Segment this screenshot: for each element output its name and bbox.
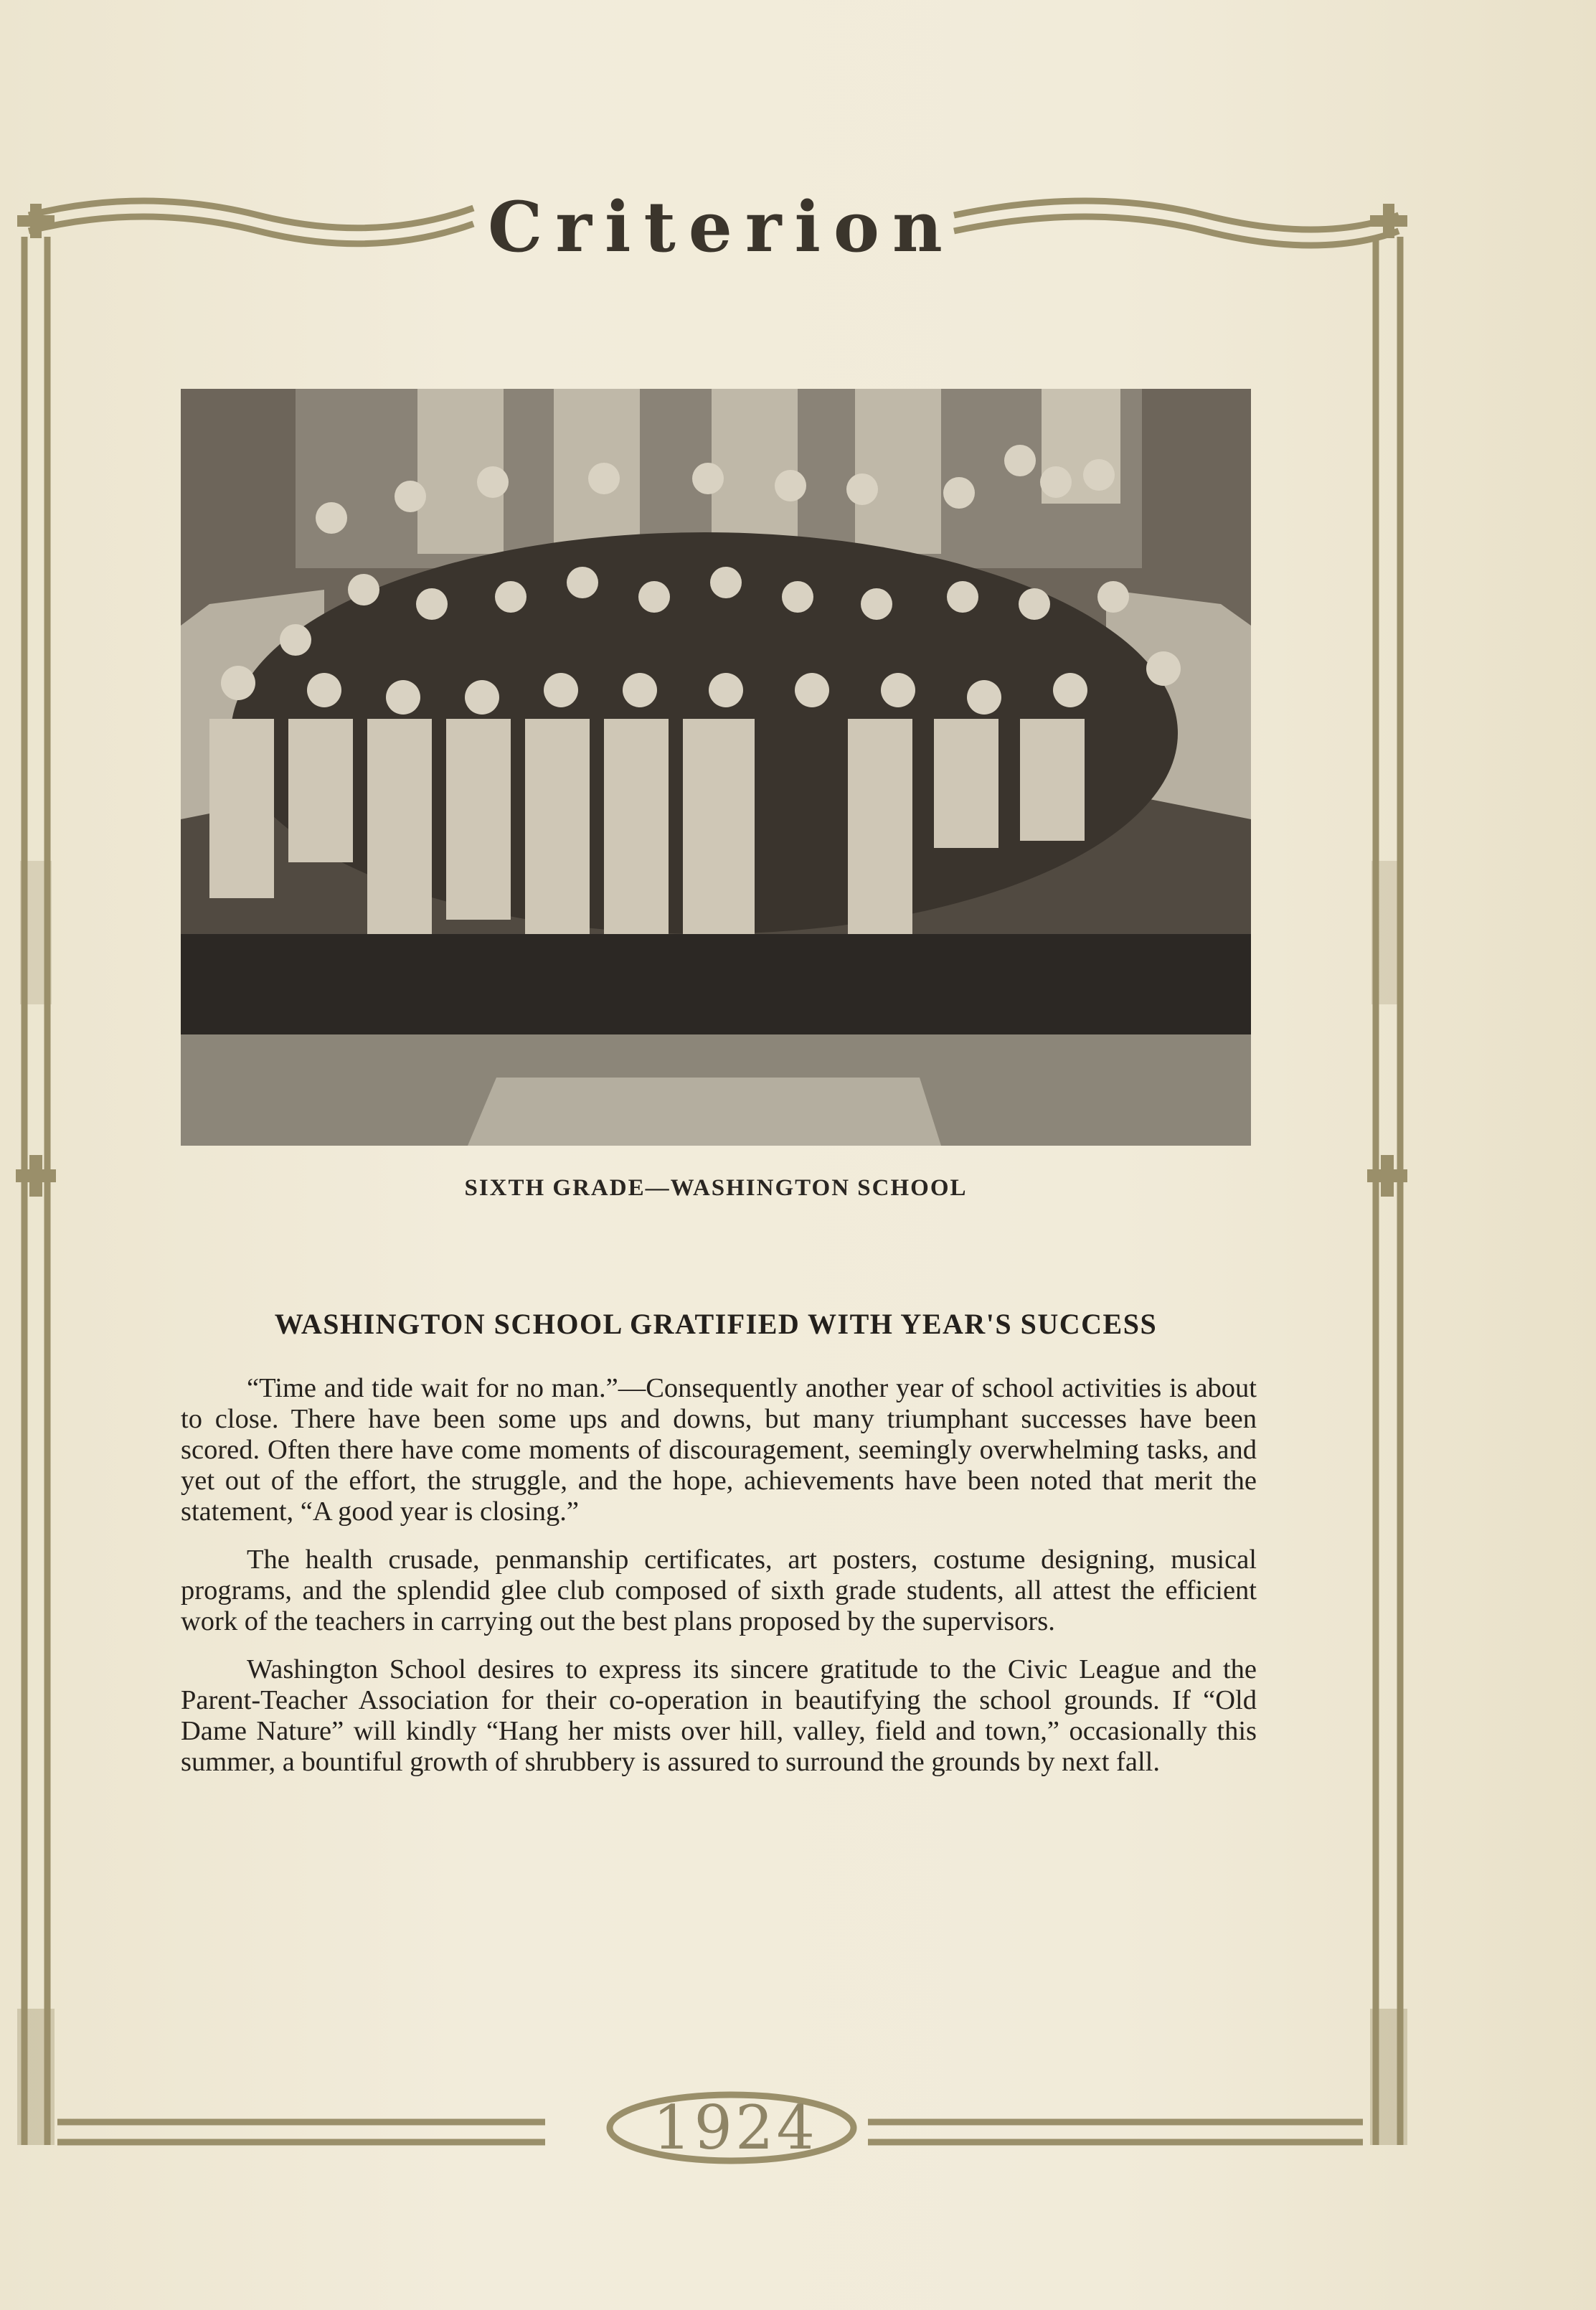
page-title: Criterion [488,187,955,268]
article-body [181,1373,1257,1795]
article-paragraph: “Time and tide wait for no man.”—Consequently another year of school activities is about to close. There have been some ups and downs, but many triumphant successes have been scored. Often there have come moments of discouragement, seemingly overwhelming tasks, and yet out of the effort, the struggle, and the hope, achievements have been noted that merit the statement, “A good year is closing.” [181,1373,1257,1527]
article-headline: WASHINGTON SCHOOL GRATIFIED WITH YEAR'S SUCCESS [274,1308,1158,1340]
article-paragraph: Washington School desires to express its sincere gratitude to the Civic League and the Parent-Teacher Association for their co-operation in beautifying the school grounds. If “Old Dame Nature” will kindly “Hang her mists over hill, valley, field and town,” occasionally this summer, a bountiful growth of shrubbery is assured to surround the grounds by next fall. [181,1654,1257,1777]
article-paragraph: The health crusade, penmanship certificates, art posters, costume designing, musical programs, and the splendid glee club composed of sixth grade students, all attest the efficient work of the teachers in carrying out the best plans proposed by the supervisors. [181,1545,1257,1636]
footer-year: 1924 [653,2093,818,2163]
photo-caption: SIXTH GRADE—WASHINGTON SCHOOL [464,1175,968,1201]
class-photograph [181,389,1251,1146]
